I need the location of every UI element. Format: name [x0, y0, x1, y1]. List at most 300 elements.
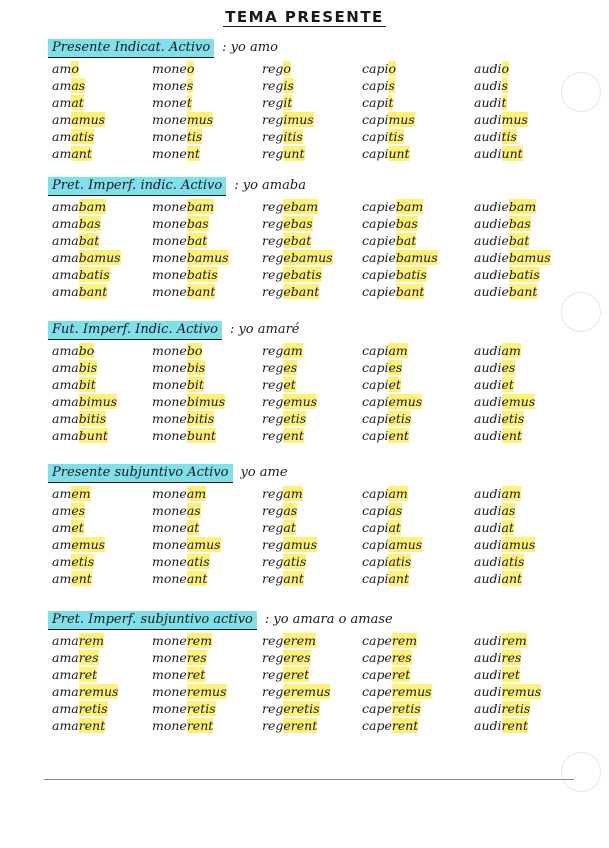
verb-ending: as — [388, 503, 403, 518]
verb-form — [262, 232, 333, 249]
conjugation-column — [262, 485, 317, 587]
verb-form — [52, 111, 105, 128]
verb-ending: ret — [501, 667, 520, 682]
verb-stem: ama — [52, 284, 79, 299]
conjugation-column — [474, 198, 551, 300]
verb-ending: bam — [508, 199, 537, 214]
verb-stem: mone — [152, 233, 187, 248]
verb-form — [52, 553, 105, 570]
conjugation-column — [152, 485, 221, 587]
verb-stem: capi — [362, 146, 389, 161]
verb-form — [52, 198, 121, 215]
verb-ending: bat — [395, 233, 417, 248]
verb-ending: es — [283, 360, 298, 375]
verb-ending: tis — [388, 129, 404, 144]
verb-stem: audi — [474, 394, 502, 409]
verb-form — [152, 649, 227, 666]
verb-stem: ama — [52, 667, 79, 682]
verb-form — [362, 393, 422, 410]
verb-stem: am — [52, 537, 72, 552]
verb-stem: audi — [474, 360, 502, 375]
verb-stem: audie — [474, 199, 509, 214]
verb-form — [474, 77, 528, 94]
verb-form — [474, 649, 541, 666]
verb-stem: mone — [152, 95, 187, 110]
verb-stem: ama — [52, 718, 79, 733]
verb-ending: retis — [186, 701, 216, 716]
verb-form — [152, 215, 229, 232]
verb-form — [52, 232, 121, 249]
verb-ending: res — [501, 650, 522, 665]
verb-stem: reg — [262, 428, 284, 443]
verb-stem: capi — [362, 95, 389, 110]
verb-stem: reg — [262, 633, 284, 648]
verb-stem: reg — [262, 554, 284, 569]
verb-form — [262, 249, 333, 266]
conjugation-column — [152, 60, 213, 162]
verb-ending: as — [283, 503, 298, 518]
verb-form — [362, 342, 422, 359]
verb-ending: bitis — [78, 411, 107, 426]
verb-form — [362, 266, 438, 283]
verb-form — [362, 427, 422, 444]
verb-stem: mone — [152, 428, 187, 443]
tense-gloss: : yo amara o amase — [264, 612, 393, 627]
verb-ending: batis — [186, 267, 218, 282]
verb-form — [362, 77, 415, 94]
verb-ending: et — [283, 377, 296, 392]
verb-form — [362, 111, 415, 128]
verb-stem: reg — [262, 233, 284, 248]
verb-ending: etis — [71, 554, 95, 569]
verb-form — [262, 570, 317, 587]
verb-ending: ent — [71, 571, 92, 586]
verb-stem: capi — [362, 486, 389, 501]
verb-form — [262, 376, 317, 393]
verb-stem: reg — [262, 718, 284, 733]
verb-form — [152, 536, 221, 553]
verb-form — [262, 502, 317, 519]
verb-stem: capie — [362, 284, 396, 299]
verb-stem: ama — [52, 267, 79, 282]
verb-stem: reg — [262, 503, 284, 518]
verb-form — [152, 570, 221, 587]
conjugation-column — [262, 342, 317, 444]
verb-stem: ama — [52, 343, 79, 358]
verb-ending: et — [71, 520, 84, 535]
verb-stem: ama — [52, 377, 79, 392]
verb-form — [52, 427, 117, 444]
verb-ending: res — [78, 650, 99, 665]
verb-stem: capi — [362, 503, 389, 518]
verb-ending: amus — [71, 112, 106, 127]
verb-form — [474, 215, 551, 232]
verb-stem: ama — [52, 684, 79, 699]
verb-ending: bamus — [395, 250, 438, 265]
verb-form — [52, 249, 121, 266]
verb-stem: reg — [262, 95, 284, 110]
verb-form — [152, 717, 227, 734]
verb-stem: reg — [262, 216, 284, 231]
verb-form — [262, 427, 317, 444]
verb-form — [52, 519, 105, 536]
verb-ending: am — [186, 486, 207, 501]
verb-form — [474, 266, 551, 283]
verb-form — [262, 77, 314, 94]
verb-ending: am — [283, 343, 303, 358]
verb-ending: ebatis — [283, 267, 322, 282]
verb-stem: mone — [152, 486, 187, 501]
verb-stem: capie — [362, 199, 396, 214]
conjugation-column — [52, 60, 105, 162]
verb-ending: bas — [186, 216, 209, 231]
conjugation-column — [362, 60, 415, 162]
verb-ending: nt — [186, 146, 200, 161]
verb-ending: batis — [508, 267, 540, 282]
verb-stem: mone — [152, 520, 187, 535]
tense-label: Presente subjuntivo Activo — [48, 464, 233, 483]
verb-stem: audi — [474, 343, 502, 358]
verb-form — [152, 519, 221, 536]
verb-form — [52, 393, 117, 410]
verb-form — [152, 410, 225, 427]
verb-form — [52, 342, 117, 359]
verb-form — [474, 427, 535, 444]
verb-ending: am — [388, 343, 408, 358]
verb-form — [52, 60, 105, 77]
verb-stem: mone — [152, 284, 187, 299]
verb-stem: ama — [52, 216, 79, 231]
verb-form — [152, 342, 225, 359]
verb-stem: audi — [474, 718, 502, 733]
verb-form — [52, 683, 118, 700]
verb-stem: audi — [474, 537, 502, 552]
verb-ending: bas — [78, 216, 101, 231]
tense-gloss: : yo amaba — [234, 178, 306, 193]
verb-form — [52, 649, 118, 666]
verb-ending: is — [283, 78, 294, 93]
verb-ending: am — [501, 486, 521, 501]
verb-stem: capi — [362, 360, 389, 375]
verb-stem: am — [52, 486, 72, 501]
verb-form — [262, 485, 317, 502]
verb-stem: mone — [152, 411, 187, 426]
verb-stem: mone — [152, 199, 187, 214]
verb-ending: etis — [283, 411, 307, 426]
verb-stem: mone — [152, 571, 187, 586]
verb-ending: ant — [283, 571, 304, 586]
verb-ending: bitis — [186, 411, 215, 426]
verb-ending: remus — [78, 684, 119, 699]
page-title — [0, 8, 609, 26]
verb-ending: bam — [395, 199, 424, 214]
verb-stem: am — [52, 503, 72, 518]
verb-ending: t — [501, 95, 507, 110]
conjugation-column — [474, 60, 528, 162]
verb-ending: ebas — [283, 216, 313, 231]
verb-stem: capi — [362, 537, 389, 552]
verb-stem: capi — [362, 520, 389, 535]
verb-ending: o — [186, 61, 195, 76]
verb-form — [262, 60, 314, 77]
verb-stem: reg — [262, 250, 284, 265]
verb-ending: bamus — [186, 250, 229, 265]
verb-stem: audie — [474, 233, 509, 248]
verb-form — [362, 485, 422, 502]
verb-stem: audi — [474, 428, 502, 443]
verb-form — [152, 502, 221, 519]
verb-ending: mus — [186, 112, 214, 127]
verb-form — [474, 283, 551, 300]
verb-stem: mone — [152, 250, 187, 265]
verb-stem: cape — [362, 718, 392, 733]
verb-stem: audi — [474, 554, 502, 569]
verb-form — [262, 553, 317, 570]
verb-stem: ama — [52, 394, 79, 409]
verb-form — [362, 649, 432, 666]
verb-ending: amus — [501, 537, 536, 552]
verb-stem: reg — [262, 343, 284, 358]
verb-stem: am — [52, 146, 72, 161]
verb-ending: at — [283, 520, 296, 535]
tense-label: Pret. Imperf. indic. Activo — [48, 177, 226, 196]
verb-stem: mone — [152, 112, 187, 127]
verb-ending: rent — [78, 718, 106, 733]
verb-ending: am — [501, 343, 521, 358]
verb-form — [262, 283, 333, 300]
verb-stem: mone — [152, 343, 187, 358]
verb-ending: remus — [501, 684, 542, 699]
verb-stem: reg — [262, 199, 284, 214]
verb-stem: mone — [152, 684, 187, 699]
verb-ending: rem — [186, 633, 213, 648]
verb-form — [152, 145, 213, 162]
verb-form — [474, 410, 535, 427]
verb-stem: capi — [362, 112, 389, 127]
verb-stem: ama — [52, 650, 79, 665]
verb-form — [152, 60, 213, 77]
verb-ending: s — [501, 78, 508, 93]
verb-stem: reg — [262, 129, 284, 144]
verb-ending: bat — [508, 233, 530, 248]
verb-form — [52, 77, 105, 94]
verb-stem: mone — [152, 61, 187, 76]
verb-form — [152, 683, 227, 700]
verb-form — [52, 632, 118, 649]
verb-form — [362, 60, 415, 77]
verb-ending: bas — [508, 216, 531, 231]
verb-ending: bam — [78, 199, 107, 214]
verb-form — [474, 502, 535, 519]
verb-ending: eret — [283, 667, 310, 682]
verb-ending: bit — [78, 377, 96, 392]
verb-stem: mone — [152, 537, 187, 552]
verb-ending: eremus — [283, 684, 331, 699]
verb-stem: audi — [474, 112, 502, 127]
verb-ending: bas — [395, 216, 418, 231]
conjugation-column — [362, 342, 422, 444]
verb-form — [152, 283, 229, 300]
verb-stem: mone — [152, 650, 187, 665]
verb-form — [52, 570, 105, 587]
verb-form — [262, 700, 330, 717]
verb-ending: emus — [283, 394, 318, 409]
verb-form — [362, 700, 432, 717]
verb-form — [474, 111, 528, 128]
verb-form — [474, 536, 535, 553]
verb-ending: imus — [283, 112, 314, 127]
verb-form — [52, 485, 105, 502]
verb-ending: atis — [283, 554, 307, 569]
verb-ending: ent — [283, 428, 304, 443]
verb-form — [262, 519, 317, 536]
verb-stem: capi — [362, 411, 389, 426]
tense-label: Presente Indicat. Activo — [48, 39, 214, 58]
verb-ending: amus — [283, 537, 318, 552]
verb-ending: bo — [78, 343, 95, 358]
verb-form — [362, 283, 438, 300]
verb-form — [152, 198, 229, 215]
verb-ending: es — [71, 503, 86, 518]
verb-form — [152, 249, 229, 266]
verb-form — [262, 111, 314, 128]
verb-ending: rem — [501, 633, 527, 648]
verb-form — [262, 717, 330, 734]
verb-ending: atis — [186, 554, 210, 569]
verb-form — [262, 359, 317, 376]
verb-stem: mone — [152, 377, 187, 392]
verb-stem: mone — [152, 633, 187, 648]
verb-ending: erent — [283, 718, 318, 733]
verb-stem: mone — [152, 129, 187, 144]
verb-ending: am — [388, 486, 408, 501]
verb-ending: o — [71, 61, 79, 76]
tense-label: Pret. Imperf. subjuntivo activo — [48, 611, 257, 630]
verb-stem: capi — [362, 343, 389, 358]
verb-stem: reg — [262, 650, 284, 665]
verb-form — [474, 683, 541, 700]
conjugation-column — [152, 198, 229, 300]
verb-stem: capi — [362, 428, 389, 443]
verb-stem: audi — [474, 701, 502, 716]
verb-ending: batis — [395, 267, 427, 282]
verb-stem: audi — [474, 377, 502, 392]
verb-ending: ret — [78, 667, 98, 682]
verb-form — [362, 249, 438, 266]
verb-form — [474, 485, 535, 502]
verb-ending: as — [186, 503, 201, 518]
verb-stem: audie — [474, 284, 509, 299]
verb-ending: atis — [388, 554, 412, 569]
verb-form — [362, 683, 432, 700]
verb-ending: bis — [78, 360, 98, 375]
verb-form — [52, 376, 117, 393]
tense-gloss: yo ame — [240, 465, 288, 480]
verb-stem: am — [52, 571, 72, 586]
verb-stem: capi — [362, 394, 389, 409]
verb-stem: am — [52, 112, 72, 127]
verb-form — [152, 553, 221, 570]
verb-ending: ant — [501, 571, 523, 586]
tense-header — [48, 178, 306, 193]
verb-ending: bis — [186, 360, 206, 375]
verb-stem: reg — [262, 701, 284, 716]
verb-stem: audi — [474, 633, 502, 648]
verb-ending: am — [283, 486, 303, 501]
verb-form — [474, 632, 541, 649]
verb-form — [52, 717, 118, 734]
verb-ending: rent — [501, 718, 528, 733]
verb-ending: bant — [508, 284, 538, 299]
verb-stem: cape — [362, 667, 392, 682]
verb-form — [474, 717, 541, 734]
verb-ending: at — [186, 520, 200, 535]
tense-header — [48, 612, 393, 627]
verb-ending: o — [283, 61, 291, 76]
verb-ending: rent — [186, 718, 214, 733]
verb-ending: bant — [186, 284, 216, 299]
conjugation-column — [262, 60, 314, 162]
verb-stem: reg — [262, 571, 284, 586]
verb-ending: ret — [391, 667, 411, 682]
verb-form — [262, 649, 330, 666]
verb-ending: retis — [501, 701, 531, 716]
verb-stem: ama — [52, 233, 79, 248]
verb-ending: ent — [388, 428, 409, 443]
verb-stem: audi — [474, 667, 502, 682]
verb-stem: capi — [362, 61, 389, 76]
verb-ending: et — [501, 377, 514, 392]
verb-stem: audi — [474, 129, 502, 144]
verb-form — [152, 266, 229, 283]
verb-stem: audi — [474, 486, 502, 501]
verb-stem: audi — [474, 503, 502, 518]
verb-ending: unt — [283, 146, 305, 161]
verb-stem: mone — [152, 503, 187, 518]
verb-stem: reg — [262, 78, 284, 93]
verb-form — [152, 376, 225, 393]
verb-form — [152, 232, 229, 249]
verb-form — [262, 266, 333, 283]
tense-gloss: : yo amaré — [229, 322, 300, 337]
verb-form — [362, 376, 422, 393]
verb-ending: s — [186, 78, 194, 93]
verb-form — [52, 666, 118, 683]
verb-stem: reg — [262, 267, 284, 282]
verb-form — [262, 198, 333, 215]
verb-stem: cape — [362, 633, 392, 648]
verb-form — [362, 666, 432, 683]
verb-ending: bant — [78, 284, 108, 299]
verb-stem: mone — [152, 394, 187, 409]
conjugation-column — [152, 632, 227, 734]
verb-ending: ent — [501, 428, 522, 443]
verb-stem: audie — [474, 267, 509, 282]
verb-stem: mone — [152, 718, 187, 733]
conjugation-column — [262, 632, 330, 734]
verb-form — [474, 94, 528, 111]
verb-form — [52, 502, 105, 519]
verb-form — [262, 94, 314, 111]
verb-stem: audie — [474, 250, 509, 265]
verb-form — [474, 249, 551, 266]
verb-ending: bunt — [78, 428, 108, 443]
verb-ending: ebamus — [283, 250, 333, 265]
verb-ending: it — [283, 95, 293, 110]
verb-form — [52, 266, 121, 283]
verb-stem: capi — [362, 129, 389, 144]
verb-stem: mone — [152, 267, 187, 282]
